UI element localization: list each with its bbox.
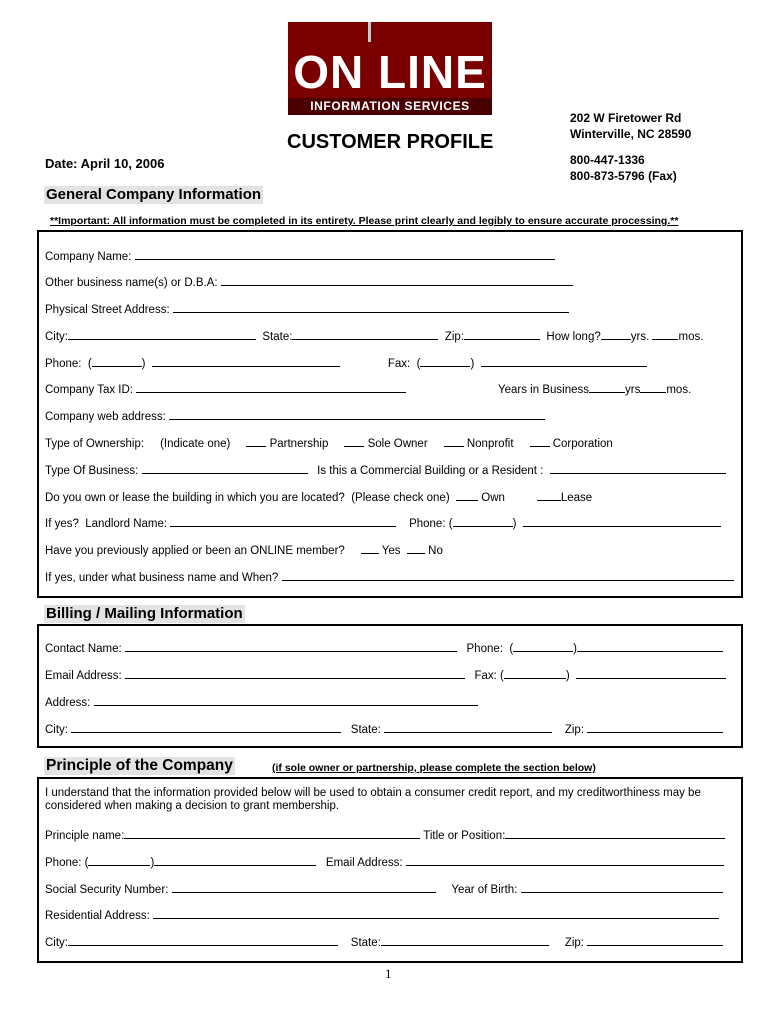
zip-field[interactable] (464, 328, 540, 340)
principle-zip-field[interactable] (587, 934, 723, 946)
residential-row (45, 907, 719, 923)
billing-area-field[interactable] (513, 640, 573, 652)
page-number: 1 (385, 966, 392, 981)
lease-check[interactable] (537, 489, 561, 501)
indicate-label: (Indicate one) (160, 438, 231, 450)
yrs-label: yrs. (630, 331, 650, 343)
commercial-label: Is this a Commercial Building or a Resident : (317, 465, 544, 477)
landlord-area-field[interactable] (453, 515, 513, 527)
billing-zip-field[interactable] (587, 721, 723, 733)
principle-phone-label: Phone: ( (45, 857, 89, 869)
web-field[interactable] (169, 408, 545, 420)
partnership-check[interactable] (246, 435, 266, 447)
principle-note: (if sole owner or partnership, please complete the section below) (272, 762, 596, 774)
ssn-row (45, 881, 723, 897)
mos-label: mos. (678, 331, 704, 343)
state-label: State: (262, 331, 293, 343)
street-row (45, 301, 569, 317)
landlord-phone-label: Phone: ( (409, 518, 453, 530)
phone-label: Phone: ( (45, 358, 92, 370)
billing-address-row (45, 694, 478, 710)
principle-title-field[interactable] (505, 827, 725, 839)
email-row: Email Address: Fax: ( ) (45, 667, 726, 683)
company-name-field[interactable] (135, 248, 555, 260)
page-title: CUSTOMER PROFILE (287, 131, 494, 153)
no-label: No (428, 545, 443, 557)
billing-email-label: Email Address: (45, 670, 122, 682)
corporation-check[interactable] (530, 435, 550, 447)
principle-name-row (45, 827, 725, 843)
company-name-row (45, 248, 555, 264)
city-row (45, 328, 703, 344)
billing-fax-field[interactable] (576, 667, 726, 679)
phone-field[interactable] (152, 355, 340, 367)
lease-label: Lease (560, 492, 593, 504)
principle-title-label: Title or Position: (423, 830, 506, 842)
principle-state-field[interactable] (381, 934, 549, 946)
nonprofit-label: Nonprofit (466, 438, 514, 450)
applied-no-check[interactable] (407, 542, 425, 554)
principle-city-label: City: (45, 937, 68, 949)
tax-id-label: Company Tax ID: (45, 384, 133, 396)
dba-label: Other business name(s) or D.B.A: (45, 277, 218, 289)
city-label: City: (45, 331, 68, 343)
fax-number: 800-873-5796 (Fax) (570, 169, 677, 183)
landlord-label: If yes? Landlord Name: (45, 518, 168, 530)
city-address: Winterville, NC 28590 (570, 127, 692, 141)
ssn-field[interactable] (172, 881, 436, 893)
principle-name-field[interactable] (124, 827, 420, 839)
sole-owner-check[interactable] (344, 435, 364, 447)
fax-field[interactable] (481, 355, 647, 367)
months-business-field[interactable] (640, 381, 666, 393)
billing-state-label: State: (350, 724, 381, 736)
billing-fax-area-field[interactable] (504, 667, 566, 679)
section-heading-principle: Principle of the Company (46, 757, 233, 774)
years-business-field[interactable] (589, 381, 625, 393)
principle-zip-label: Zip: (564, 937, 584, 949)
phone-area-field[interactable] (92, 355, 142, 367)
fax-area-field[interactable] (420, 355, 470, 367)
business-type-field[interactable] (142, 462, 308, 474)
logo-subtext: INFORMATION SERVICES (288, 98, 492, 115)
principle-city-row (45, 934, 723, 950)
street-field[interactable] (173, 301, 569, 313)
principle-phone-row: Phone: ( ) Email Address: (45, 854, 724, 870)
billing-phone-label: Phone: ( (466, 643, 514, 655)
logo-text: ON LINE (293, 46, 487, 98)
yob-label: Year of Birth: (451, 884, 518, 896)
city-field[interactable] (68, 328, 256, 340)
billing-phone-field[interactable] (577, 640, 723, 652)
mos2-label: mos. (666, 384, 692, 396)
applied-row (45, 542, 443, 558)
phone-fax-row: Phone: ( ) Fax: ( ) (45, 355, 647, 371)
zip-label: Zip: (444, 331, 465, 343)
residential-field[interactable] (153, 907, 719, 919)
own-label: Own (481, 492, 505, 504)
billing-zip-label: Zip: (564, 724, 585, 736)
important-notice: **Important: All information must be completed in its entirety. Please print clearly and legibly to ensure accurate processing.** (50, 215, 679, 227)
company-logo (288, 22, 492, 115)
principle-email-label: Email Address: (325, 857, 403, 869)
sole-owner-label: Sole Owner (367, 438, 428, 450)
billing-email-field[interactable] (125, 667, 465, 679)
applied-yes-check[interactable] (361, 542, 379, 554)
months-field[interactable] (652, 328, 678, 340)
how-long-label: How long? (546, 331, 601, 343)
contact-field[interactable] (125, 640, 457, 652)
principle-name-label: Principle name: (45, 830, 125, 842)
prior-name-row (45, 569, 734, 585)
web-label: Company web address: (45, 411, 166, 423)
prior-name-label: If yes, under what business name and When? (45, 572, 279, 584)
ownership-label: Type of Ownership: (45, 438, 145, 450)
own-check[interactable] (456, 489, 478, 501)
ssn-label: Social Security Number: (45, 884, 169, 896)
own-lease-label: Do you own or lease the building in which you are located? (Please check one) (45, 492, 450, 504)
principle-phone-field[interactable] (154, 854, 316, 866)
company-name-label: Company Name: (45, 251, 132, 263)
dba-row (45, 274, 573, 290)
years-business-row (498, 381, 691, 397)
principle-state-label: State: (350, 937, 381, 949)
yes-label: Yes (381, 545, 401, 557)
billing-city-label: City: (45, 724, 68, 736)
business-type-label: Type Of Business: (45, 465, 139, 477)
years-business-label: Years in Business (498, 384, 589, 396)
billing-address-label: Address: (45, 697, 91, 709)
billing-fax-label: Fax: ( (474, 670, 504, 682)
landlord-field[interactable] (170, 515, 396, 527)
billing-state-field[interactable] (384, 721, 552, 733)
contact-label: Contact Name: (45, 643, 122, 655)
section-heading-general: General Company Information (46, 186, 262, 203)
applied-label: Have you previously applied or been an ONLINE member? (45, 545, 345, 557)
tax-id-field[interactable] (136, 381, 406, 393)
address-block (570, 110, 691, 184)
ownership-row (45, 435, 613, 451)
street-label: Physical Street Address: (45, 304, 170, 316)
principle-email-field[interactable] (406, 854, 724, 866)
commercial-field[interactable] (550, 462, 726, 474)
contact-row: Contact Name: Phone: ( ) (45, 640, 723, 656)
business-type-row (45, 462, 726, 478)
own-lease-row (45, 489, 592, 505)
corporation-label: Corporation (552, 438, 613, 450)
street-address: 202 W Firetower Rd (570, 111, 682, 125)
billing-city-row (45, 721, 723, 737)
section-heading-billing: Billing / Mailing Information (46, 605, 243, 622)
residential-label: Residential Address: (45, 910, 150, 922)
dba-field[interactable] (221, 274, 573, 286)
fax-label: Fax: ( (387, 358, 421, 370)
billing-city-field[interactable] (71, 721, 341, 733)
years-field[interactable] (601, 328, 631, 340)
landlord-row: If yes? Landlord Name: Phone: ( ) (45, 515, 721, 531)
web-row (45, 408, 545, 424)
principle-city-field[interactable] (68, 934, 338, 946)
billing-address-field[interactable] (94, 694, 478, 706)
prior-name-field[interactable] (282, 569, 734, 581)
yrs2-label: yrs (625, 384, 641, 396)
form-date: Date: April 10, 2006 (45, 156, 165, 171)
phone-number: 800-447-1336 (570, 153, 645, 167)
tax-id-row (45, 381, 406, 397)
landlord-phone-field[interactable] (523, 515, 721, 527)
credit-consent-text: I understand that the information provided below will be used to obtain a consumer credit report, and my creditworthiness may be considered when making a decision to grant membership. (45, 787, 701, 812)
yob-field[interactable] (521, 881, 723, 893)
principle-area-field[interactable] (88, 854, 150, 866)
state-field[interactable] (292, 328, 438, 340)
nonprofit-check[interactable] (444, 435, 464, 447)
partnership-label: Partnership (269, 438, 329, 450)
